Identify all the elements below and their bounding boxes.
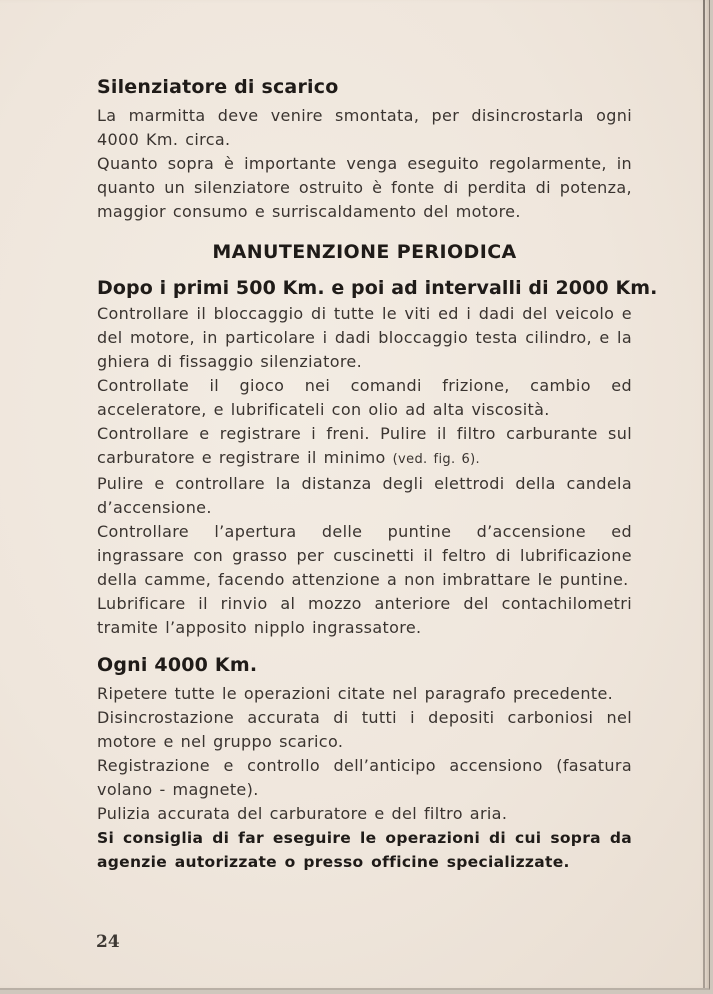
page-content — [97, 76, 658, 874]
paragraph: Controllate il gioco nei comandi frizione, cambio ed acceleratore, e lubrificateli con olio ad alta viscosità. — [97, 376, 632, 419]
paragraph — [97, 422, 632, 472]
figure-reference: (ved. fig. 6). — [392, 452, 481, 467]
paragraph: La marmitta deve venire smontata, per disincrostarla ogni 4000 Km. circa. — [97, 106, 632, 149]
heading-silenziatore: Silenziatore di scarico — [97, 76, 339, 98]
paragraph: Lubrificare il rinvio al mozzo anteriore del contachilometri tramite l’apposito nipplo ingrassatore. — [97, 594, 632, 637]
paragraph: Controllare il bloccaggio di tutte le viti ed i dadi del veicolo e del motore, in particolare i dadi bloccaggio testa cilindro, e la ghiera di fissaggio silenziatore. — [97, 304, 632, 371]
paragraph: Disincrostazione accurata di tutti i depositi carboniosi nel motore e nel gruppo scarico. — [97, 708, 632, 751]
paragraph: Quanto sopra è importante venga eseguito regolarmente, in quanto un silenziatore ostruito è fonte di perdita di potenza, maggior consumo e surriscaldamento del motore. — [97, 154, 632, 221]
heading-dopo-500-km: Dopo i primi 500 Km. e poi ad intervalli di 2000 Km. — [97, 277, 658, 299]
page-number: 24 — [96, 932, 120, 952]
paragraph: Pulizia accurata del carburatore e del filtro aria. — [97, 804, 508, 823]
paragraph: Registrazione e controllo dell’anticipo accensiono (fasatura volano - magnete). — [97, 756, 632, 799]
paragraph: Ripetere tutte le operazioni citate nel paragrafo precedente. — [97, 684, 614, 703]
paragraph: Pulire e controllare la distanza degli elettrodi della candela d’accensione. — [97, 474, 632, 517]
recommendation-note: Si consiglia di far eseguire le operazioni di cui sopra da agenzie autorizzate o presso officine specializzate. — [97, 829, 632, 871]
heading-ogni-4000-km: Ogni 4000 Km. — [97, 654, 258, 676]
heading-manutenzione-periodica: MANUTENZIONE PERIODICA — [212, 241, 517, 263]
paragraph: Controllare l’apertura delle puntine d’accensione ed ingrassare con grasso per cuscinetti il feltro di lubrificazione della camme, facendo attenzione a non imbrattare le puntine. — [97, 522, 632, 589]
paragraph-text: Controllare e registrare i freni. Pulire il filtro carburante sul carburatore e registrare il minimo — [97, 424, 632, 467]
page-edge — [703, 0, 705, 988]
